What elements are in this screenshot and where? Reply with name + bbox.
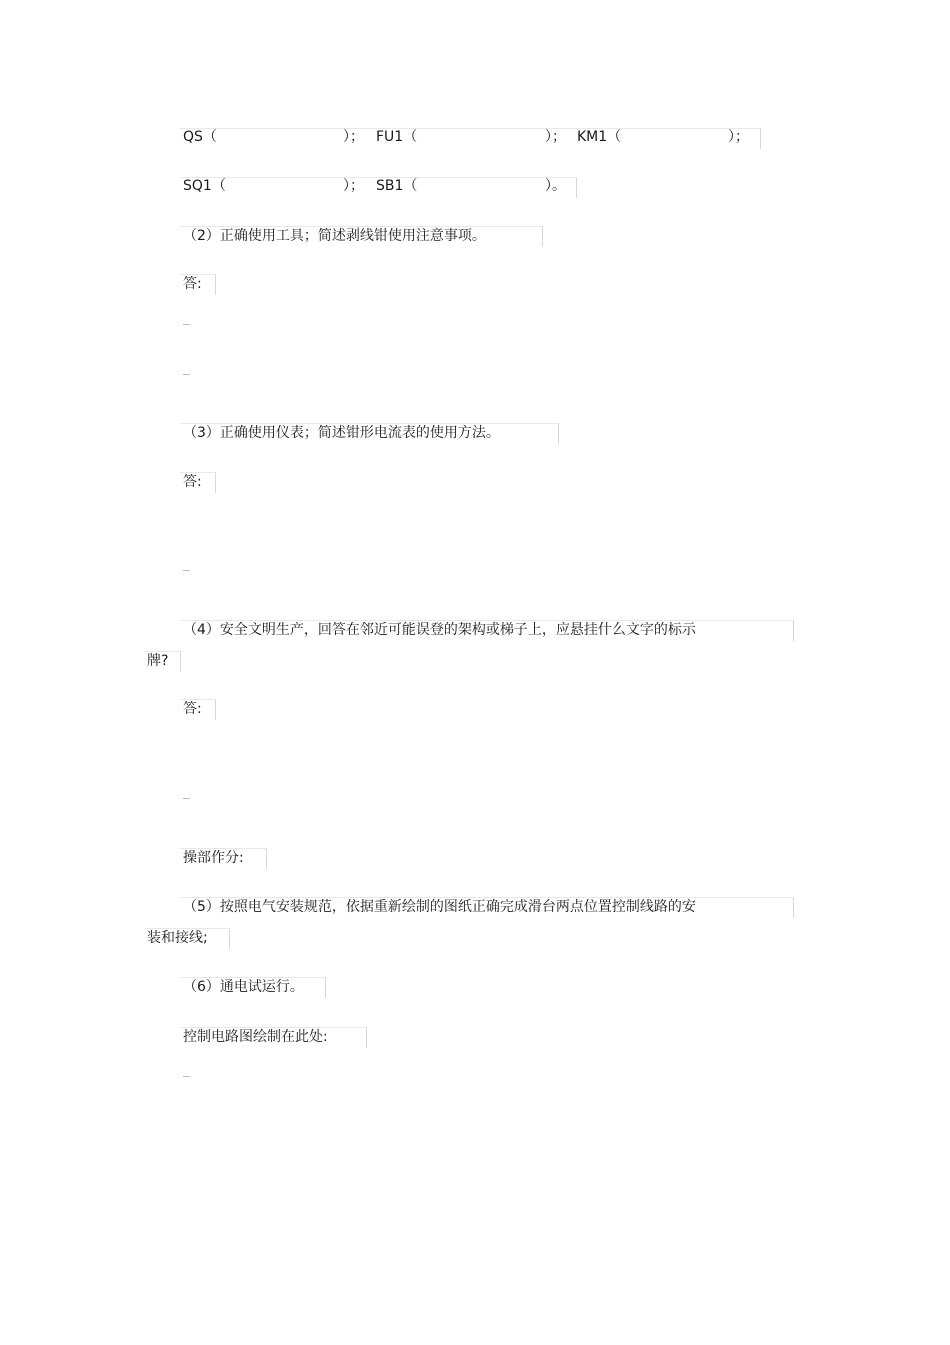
sq1-close: ）；	[343, 178, 364, 194]
fu1-label: FU1（	[376, 129, 418, 145]
q3-answer-label: 答:	[183, 474, 202, 490]
q4-text-line-2: 牌?	[147, 653, 169, 669]
qs-answer-blank[interactable]	[215, 128, 335, 146]
q4-answer-label: 答:	[183, 701, 202, 717]
km1-answer-blank[interactable]	[623, 128, 723, 146]
q2-answer-line-1[interactable]	[183, 324, 190, 325]
q5-text-line-1: （5）按照电气安装规范，依据重新绘制的图纸正确完成滑台两点位置控制线路的安	[183, 899, 696, 915]
sb1-close: ）。	[545, 178, 566, 194]
qs-close: ）；	[343, 129, 364, 145]
fu1-close: ）；	[545, 129, 566, 145]
q2-answer-line-2[interactable]	[183, 374, 190, 375]
drawing-area-marker[interactable]	[183, 1076, 190, 1077]
km1-close: ）；	[728, 129, 749, 145]
sb1-answer-blank[interactable]	[421, 177, 541, 195]
sq1-label: SQ1（	[183, 178, 226, 194]
km1-label: KM1（	[577, 129, 622, 145]
q4-answer-line[interactable]	[183, 798, 190, 799]
q2-answer-label: 答:	[183, 276, 202, 292]
sq1-answer-blank[interactable]	[228, 177, 338, 195]
q2-text: （2）正确使用工具；简述剥线钳使用注意事项。	[183, 228, 486, 244]
q3-text: （3）正确使用仪表；简述钳形电流表的使用方法。	[183, 425, 500, 441]
q6-text: （6）通电试运行。	[183, 979, 304, 995]
drawing-area-label: 控制电路图绘制在此处:	[183, 1029, 328, 1045]
q4-text-line-1: （4）安全文明生产，回答在邻近可能误登的架构或梯子上，应悬挂什么文字的标示	[183, 622, 696, 638]
sb1-label: SB1（	[376, 178, 418, 194]
qs-label: QS（	[183, 129, 217, 145]
q5-text-line-2: 装和接线;	[147, 930, 208, 946]
operation-heading: 操部作分:	[183, 850, 244, 866]
fu1-answer-blank[interactable]	[418, 128, 538, 146]
q3-answer-line[interactable]	[183, 570, 190, 571]
